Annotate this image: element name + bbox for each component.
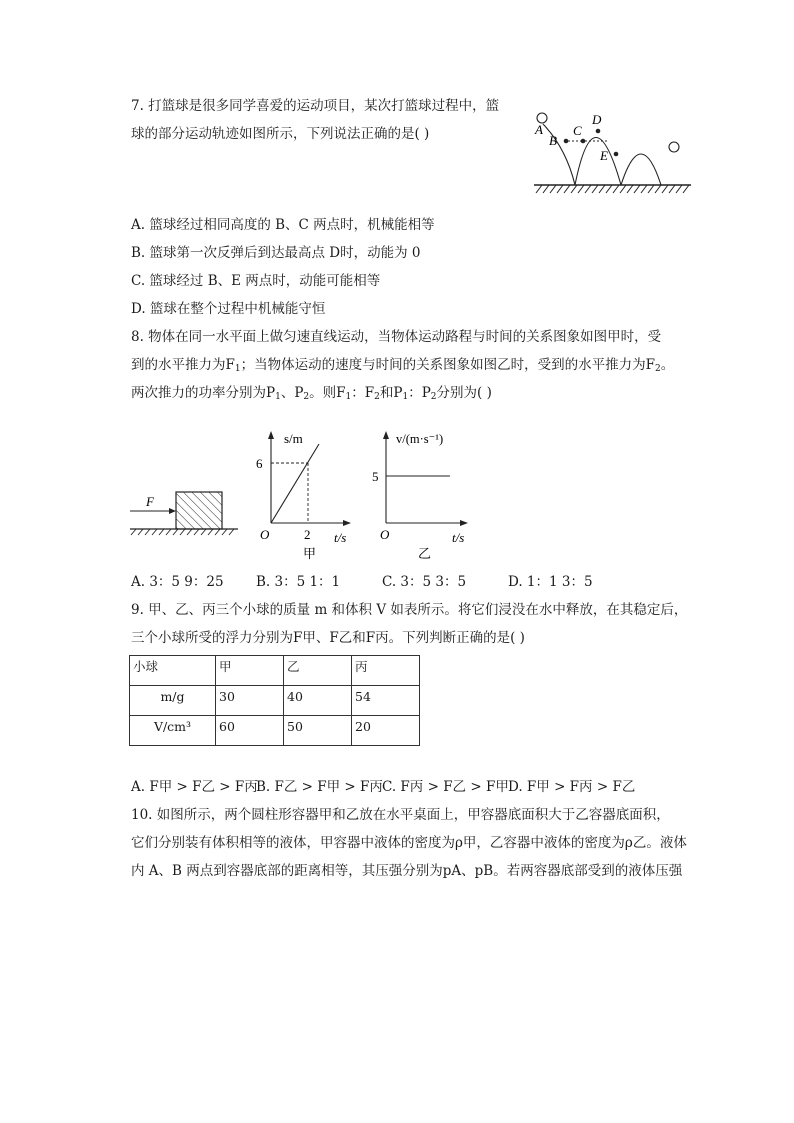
q8-graph-yi [370, 428, 480, 564]
q9-option-c: C. F丙 > F乙 > F甲 [382, 779, 509, 795]
table-cell: 乙 [284, 656, 352, 686]
q8-stem-line1: 8. 物体在同一水平面上做匀速直线运动，当物体运动路程与时间的关系图象如图甲时，受 [131, 329, 662, 345]
q8-jia-ylabel: s/m [284, 431, 303, 446]
q8-stem-line2: 到的水平推力为$F_1$；当物体运动的速度与时间的关系图象如图乙时，受到的水平推力为$F_2$。 [131, 357, 675, 374]
q8-jia-xlabel: t/s [334, 530, 347, 545]
q8-yi-ylabel: v/(m·s⁻¹) [396, 432, 444, 446]
q9-option-b: B. F乙 > F甲 > F丙 [256, 779, 383, 795]
table-cell: m/g [130, 686, 216, 716]
q7-option-a: A. 篮球经过相同高度的 B、C 两点时，机械能相等 [131, 217, 435, 233]
table-cell: 50 [284, 716, 352, 746]
q7-label-e: E [600, 148, 608, 163]
q7-stem-line1: 7. 打篮球是很多同学喜爱的运动项目，某次打篮球过程中，篮 [131, 98, 500, 114]
table-cell: 20 [352, 716, 420, 746]
q7-option-d: D. 篮球在整个过程中机械能守恒 [131, 301, 326, 317]
table-header-row [130, 656, 420, 686]
q7-label-b: B [549, 133, 557, 148]
q8-jia-xtick: 2 [304, 527, 311, 542]
table-cell: 30 [216, 686, 284, 716]
table-cell: 丙 [352, 656, 420, 686]
q8-jia-caption: 甲 [303, 547, 317, 562]
q8-force-label: F [146, 494, 154, 509]
q8-jia-origin: O [260, 527, 270, 542]
q7-option-b: B. 篮球第一次反弹后到达最高点 D时，动能为 0 [131, 245, 421, 261]
q8-graph-jia [252, 428, 360, 564]
q9-stem-line2: 三个小球所受的浮力分别为F甲、F乙和F丙。下列判断正确的是( ) [131, 630, 525, 646]
q7-label-a: A [535, 122, 543, 137]
q7-label-c: C [573, 123, 582, 138]
q7-stem-line2: 球的部分运动轨迹如图所示，下列说法正确的是( ) [131, 126, 430, 142]
q9-option-d: D. F甲 > F丙 > F乙 [508, 779, 636, 795]
table-cell: V/cm³ [130, 716, 216, 746]
q9-data-table [129, 655, 420, 746]
q8-yi-xlabel: t/s [452, 530, 465, 545]
q7-label-d: D [592, 112, 602, 127]
q7-basketball-figure [526, 108, 698, 196]
table-cell: 甲 [216, 656, 284, 686]
q8-block-figure [126, 486, 246, 538]
table-row [130, 716, 420, 746]
q8-yi-caption: 乙 [418, 547, 432, 562]
table-cell: 小球 [130, 656, 216, 686]
q8-jia-ytick: 6 [256, 456, 263, 471]
table-cell: 54 [352, 686, 420, 716]
q10-stem-line1: 10. 如图所示，两个圆柱形容器甲和乙放在水平桌面上，甲容器底面积大于乙容器底面积， [131, 807, 670, 823]
q10-stem-line3: 内 A、B 两点到容器底部的距离相等，其压强分别为pA、pB。若两容器底部受到的液体压强 [131, 863, 683, 879]
q8-option-c: C. 3：5 3：5 [382, 574, 467, 590]
q10-stem-line2: 它们分别装有体积相等的液体，甲容器中液体的密度为ρ甲，乙容器中液体的密度为ρ乙。液体 [131, 835, 687, 851]
q9-option-a: A. F甲 > F乙 > F丙 [131, 779, 258, 795]
table-cell: 60 [216, 716, 284, 746]
q8-option-d: D. 1：1 3：5 [508, 574, 593, 590]
q8-option-a: A. 3：5 9：25 [131, 574, 224, 590]
q8-stem-line3: 两次推力的功率分别为$P_1$、$P_2$。则$F_1$：$F_2$和$P_1$：$P_2$分别为( ) [131, 385, 492, 402]
q8-yi-origin: O [380, 527, 390, 542]
q8-yi-ytick: 5 [372, 469, 379, 484]
table-cell: 40 [284, 686, 352, 716]
q8-option-b: B. 3：5 1：1 [256, 574, 341, 590]
table-row [130, 686, 420, 716]
q9-stem-line1: 9. 甲、乙、丙三个小球的质量 m 和体积 V 如表所示。将它们浸没在水中释放，在其稳定后， [131, 602, 688, 618]
q7-option-c: C. 篮球经过 B、E 两点时，动能可能相等 [131, 273, 381, 289]
